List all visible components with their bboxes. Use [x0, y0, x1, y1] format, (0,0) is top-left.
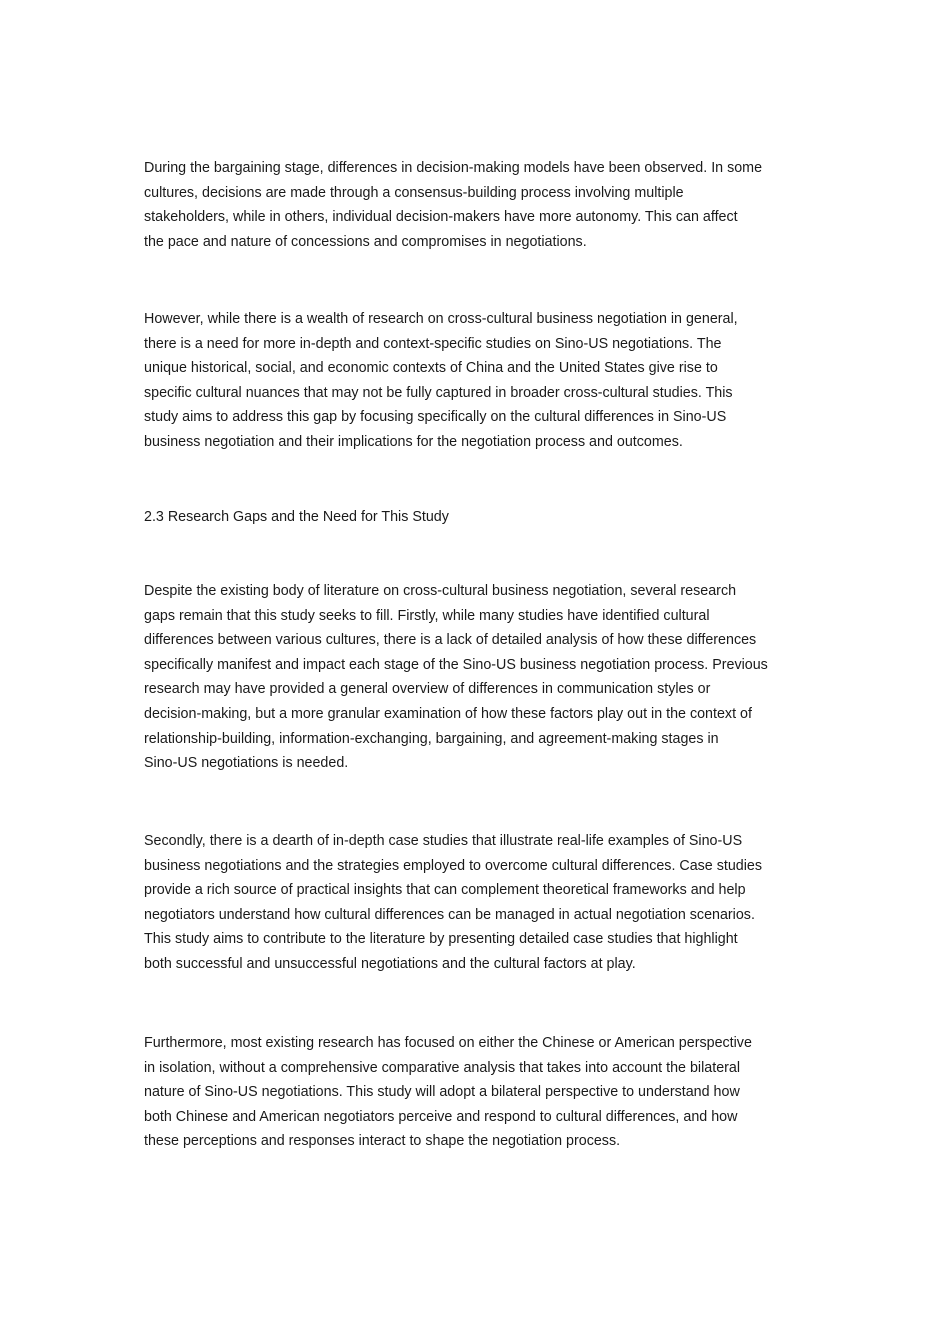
text-line: study aims to address this gap by focusing specifically on the cultural differences in Sino-US: [144, 409, 727, 426]
text-line: gaps remain that this study seeks to fill. Firstly, while many studies have identified cultural: [144, 607, 710, 624]
text-line: both successful and unsuccessful negotiations and the cultural factors at play.: [144, 955, 636, 972]
text-line: unique historical, social, and economic contexts of China and the United States give rise to: [144, 360, 718, 377]
text-line: both Chinese and American negotiators perceive and respond to cultural differences, and how: [144, 1108, 738, 1125]
text-line: provide a rich source of practical insights that can complement theoretical frameworks and help: [144, 882, 746, 899]
paragraph-case-studies: [144, 829, 806, 977]
text-line: research may have provided a general overview of differences in communication styles or: [144, 681, 711, 698]
text-line: nature of Sino-US negotiations. This study will adopt a bilateral perspective to understand how: [144, 1084, 740, 1101]
text-line: Despite the existing body of literature on cross-cultural business negotiation, several research: [144, 583, 737, 599]
text-line: relationship-building, information-exchanging, bargaining, and agreement-making stages in: [144, 730, 719, 747]
text-line: negotiators understand how cultural differences can be managed in actual negotiation scenarios.: [144, 906, 755, 923]
section-heading: 2.3 Research Gaps and the Need for This Study: [144, 509, 449, 525]
text-line: stakeholders, while in others, individual decision-makers have more autonomy. This can affect: [144, 209, 738, 226]
text-line: there is a need for more in-depth and context-specific studies on Sino-US negotiations. The: [144, 335, 722, 352]
text-line: Secondly, there is a dearth of in-depth case studies that illustrate real-life examples of Sino-US: [144, 833, 743, 849]
text-line: specific cultural nuances that may not be fully captured in broader cross-cultural studies. This: [144, 384, 733, 401]
text-line: business negotiation and their implications for the negotiation process and outcomes.: [144, 433, 683, 450]
text-line: However, while there is a wealth of research on cross-cultural business negotiation in general,: [144, 311, 738, 327]
text-line: decision-making, but a more granular examination of how these factors play out in the context of: [144, 705, 752, 722]
text-line: specifically manifest and impact each stage of the Sino-US business negotiation process. Previous: [144, 656, 768, 673]
paragraph-research-gaps: [144, 579, 806, 776]
text-line: differences between various cultures, there is a lack of detailed analysis of how these differences: [144, 632, 757, 649]
text-line: Furthermore, most existing research has focused on either the Chinese or American perspective: [144, 1035, 752, 1051]
text-line: these perceptions and responses interact to shape the negotiation process.: [144, 1133, 621, 1150]
text-line: the pace and nature of concessions and compromises in negotiations.: [144, 233, 587, 250]
text-line: cultures, decisions are made through a consensus-building process involving multiple: [144, 184, 684, 201]
text-line: This study aims to contribute to the literature by presenting detailed case studies that highlight: [144, 931, 738, 948]
text-line: During the bargaining stage, differences in decision-making models have been observed. In some: [144, 160, 763, 176]
paragraph-bargaining-stage: [144, 156, 806, 254]
text-line: in isolation, without a comprehensive comparative analysis that takes into account the bilateral: [144, 1059, 741, 1076]
text-line: business negotiations and the strategies employed to overcome cultural differences. Case studies: [144, 857, 763, 874]
paragraph-research-need: [144, 307, 806, 455]
text-line: Sino-US negotiations is needed.: [144, 755, 349, 772]
paragraph-bilateral-perspective: [144, 1031, 806, 1154]
